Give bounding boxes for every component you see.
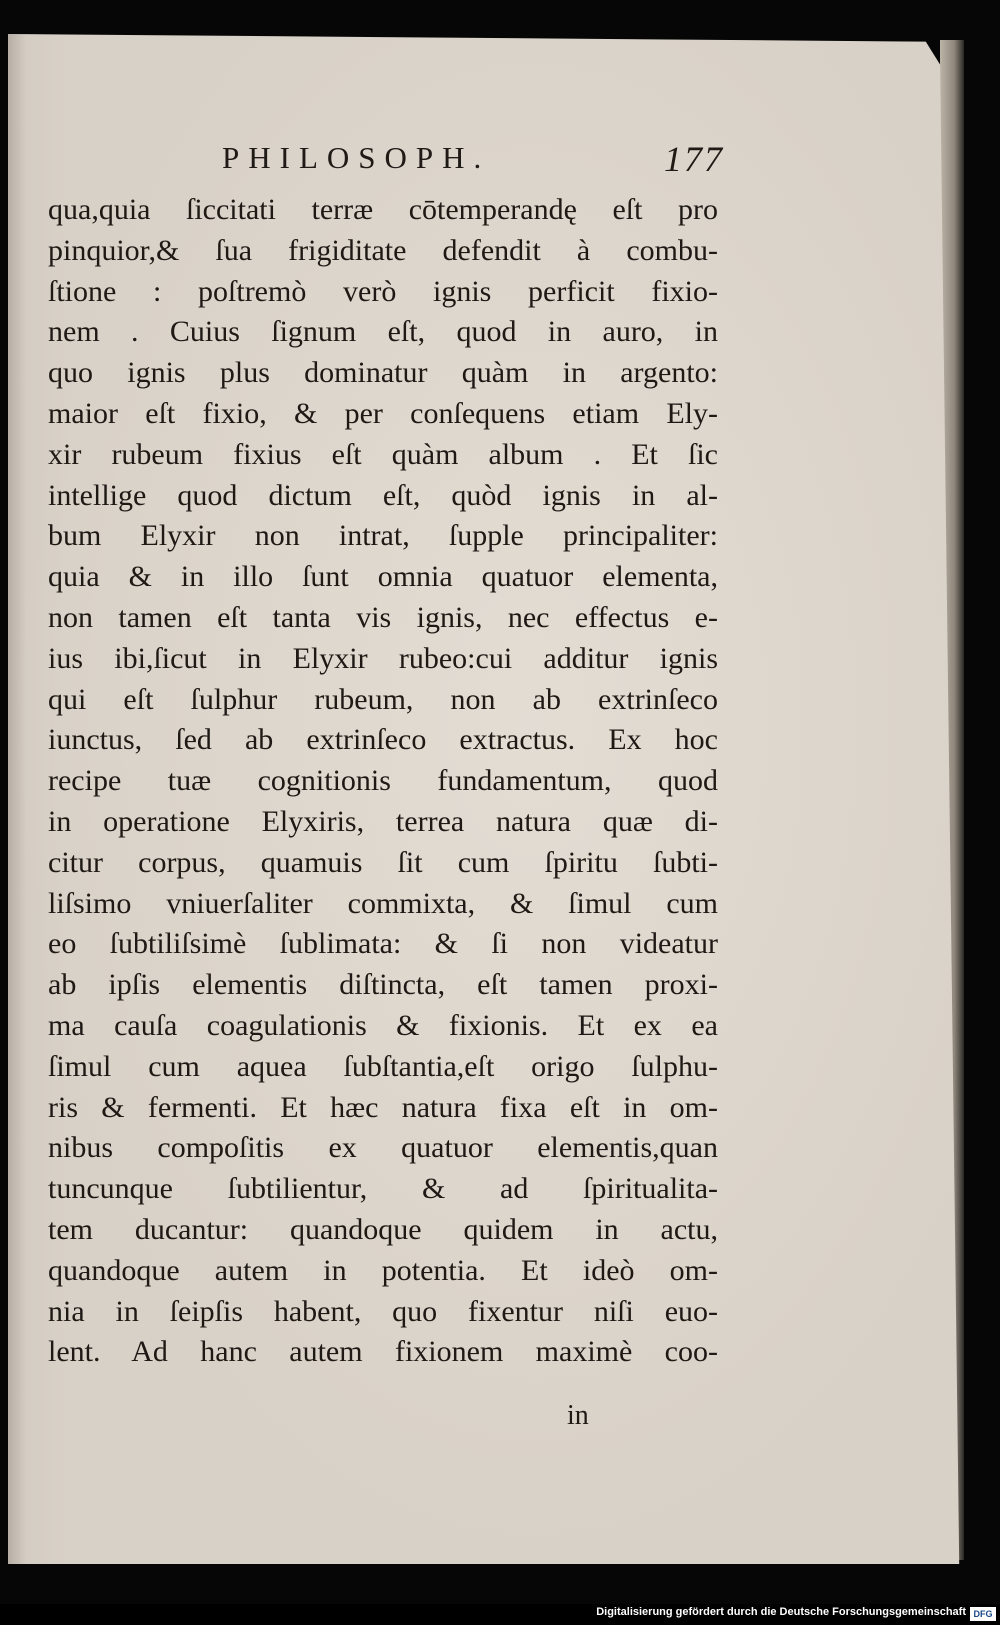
text-line: in operatione Elyxiris, terrea natura quæ di- <box>48 804 718 838</box>
text-line: quandoque autem in potentia. Et ideò om- <box>48 1253 718 1287</box>
text-line: qua,quia ſiccitati terræ cōtemperandę eſt pro <box>48 193 718 226</box>
text-line: non tamen eſt tanta vis ignis, nec effectus e- <box>48 600 718 634</box>
text-line: tuncunque ſubtilientur, & ad ſpiritualita- <box>48 1172 718 1206</box>
page-header <box>0 140 1000 190</box>
dfg-logo: DFG <box>970 1607 996 1621</box>
catchword: in <box>567 1400 589 1431</box>
running-head: PHILOSOPH. <box>222 140 491 175</box>
text-line: ab ipſis elementis diſtincta, eſt tamen proxi- <box>48 968 718 1002</box>
text-line: tem ducantur: quandoque quidem in actu, <box>48 1212 718 1246</box>
text-line: ius ibi,ſicut in Elyxir rubeo:cui additur ignis <box>48 641 718 675</box>
text-line: pinquior,& ſua frigiditate defendit à combu- <box>48 233 718 267</box>
text-line: intellige quod dictum eſt, quòd ignis in al- <box>48 478 718 512</box>
text-line: nia in ſeipſis habent, quo fixentur niſi euo- <box>48 1294 718 1328</box>
funding-credit: Digitalisierung gefördert durch die Deutsche Forschungsgemeinschaft <box>596 1606 966 1618</box>
text-line: recipe tuæ cognitionis fundamentum, quod <box>48 764 718 798</box>
text-line: ma cauſa coagulationis & fixionis. Et ex ea <box>48 1008 718 1042</box>
text-line: nem . Cuius ſignum eſt, quod in auro, in <box>48 315 718 349</box>
text-line: ſtione : poſtremò verò ignis perficit fixio- <box>48 274 718 308</box>
text-line: eo ſubtiliſsimè ſublimata: & ſi non videatur <box>48 927 718 961</box>
text-line: quia & in illo ſunt omnia quatuor elementa, <box>48 560 718 594</box>
page-number: 177 <box>664 139 724 179</box>
text-line: maior eſt fixio, & per conſequens etiam Ely- <box>48 396 718 430</box>
text-line: bum Elyxir non intrat, ſupple principaliter: <box>48 519 718 553</box>
text-line: quo ignis plus dominatur quàm in argento: <box>48 356 718 390</box>
text-line: lent. Ad hanc autem fixionem maximè coo- <box>48 1335 718 1369</box>
text-line: liſsimo vniuerſaliter commixta, & ſimul cum <box>48 886 718 920</box>
text-line: qui eſt ſulphur rubeum, non ab extrinſeco <box>48 682 718 716</box>
text-line: iunctus, ſed ab extrinſeco extractus. Ex hoc <box>48 723 718 757</box>
text-line: ſimul cum aquea ſubſtantia,eſt origo ſulphu- <box>48 1049 718 1083</box>
footer-bar <box>0 1604 1000 1625</box>
text-line: xir rubeum fixius eſt quàm album . Et ſic <box>48 437 718 471</box>
text-line: nibus compoſitis ex quatuor elementis,quan <box>48 1131 718 1165</box>
text-line: ris & fermenti. Et hæc natura fixa eſt in om- <box>48 1090 718 1124</box>
text-line: citur corpus, quamuis ſit cum ſpiritu ſubti- <box>48 845 718 879</box>
body-text <box>48 190 718 1400</box>
